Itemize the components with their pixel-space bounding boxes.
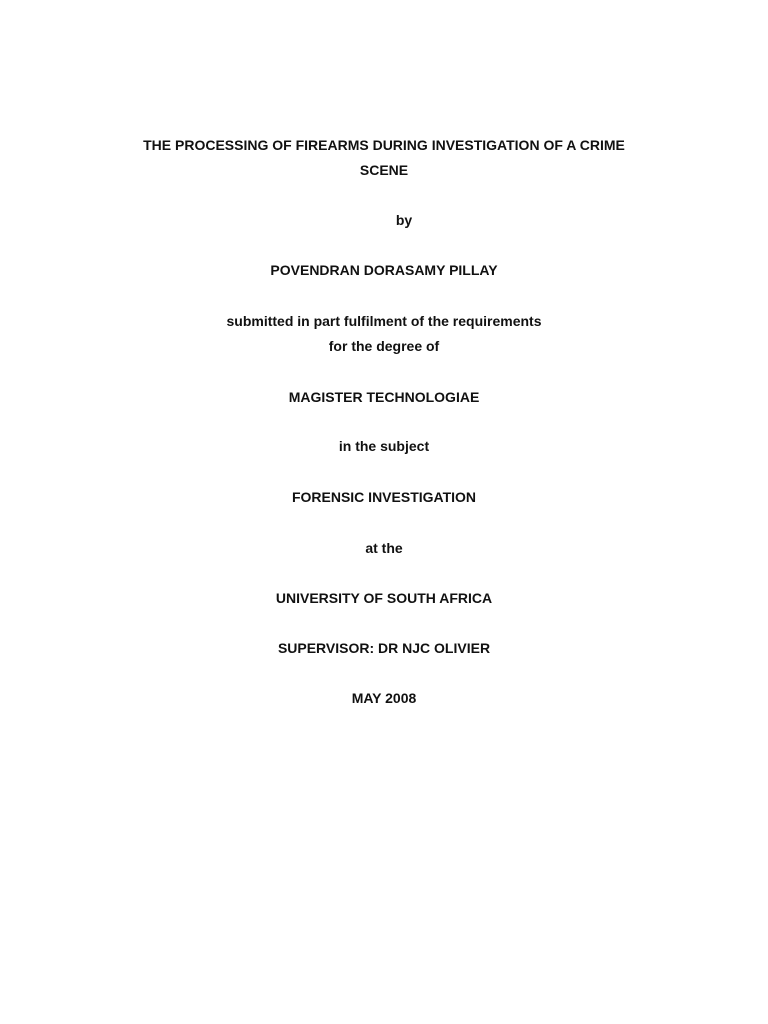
university-name: UNIVERSITY OF SOUTH AFRICA <box>275 590 493 606</box>
submission-date: MAY 2008 <box>351 690 417 706</box>
supervisor-name: SUPERVISOR: DR NJC OLIVIER <box>277 640 491 656</box>
thesis-title-line-1: THE PROCESSING OF FIREARMS DURING INVESTIGATION OF A CRIME <box>143 137 625 153</box>
subject-name: FORENSIC INVESTIGATION <box>291 489 477 505</box>
degree-name: MAGISTER TECHNOLOGIAE <box>288 389 480 405</box>
at-label: at the <box>365 540 403 556</box>
author-name: POVENDRAN DORASAMY PILLAY <box>270 262 498 278</box>
submission-statement-line-1: submitted in part fulfilment of the requirements <box>226 313 542 329</box>
by-label: by <box>395 212 413 228</box>
submission-statement-line-2: for the degree of <box>328 338 440 354</box>
thesis-title-line-2: SCENE <box>359 162 409 178</box>
subject-intro-label: in the subject <box>338 438 430 454</box>
